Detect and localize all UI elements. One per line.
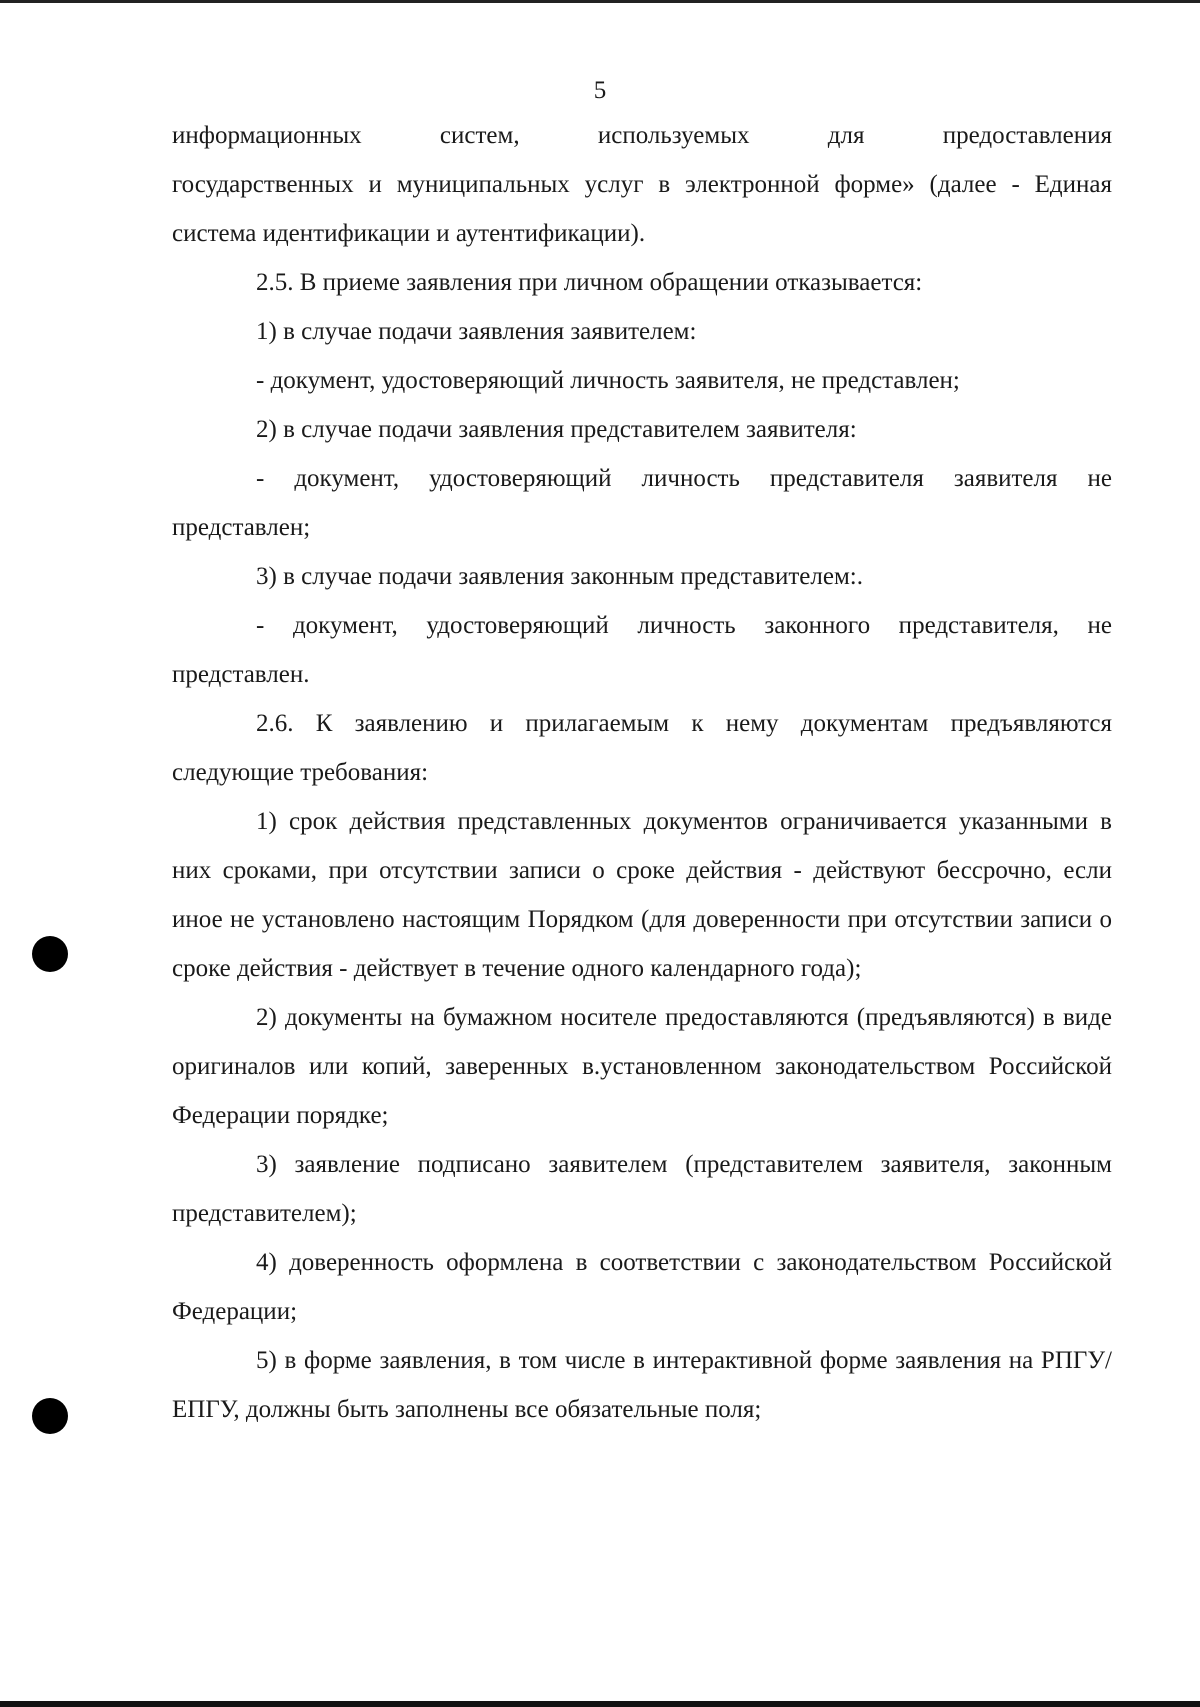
scan-border-bottom bbox=[0, 1701, 1200, 1707]
list-item-2-5-3: 3) в случае подачи заявления законным представителем:. bbox=[256, 563, 863, 590]
list-subitem-2-5-3: - документ, удостоверяющий личность законного представителя, не представлен. bbox=[172, 612, 1112, 688]
scan-border-top bbox=[0, 0, 1200, 3]
list-item-2-5-2: 2) в случае подачи заявления представителем заявителя: bbox=[256, 416, 857, 443]
paragraph-2-5: 2.5. В приеме заявления при личном обращении отказывается: bbox=[256, 269, 923, 296]
paragraph-continuation-first-line: информационных систем, используемых для предоставления bbox=[172, 122, 1112, 149]
list-subitem-2-5-2: - документ, удостоверяющий личность представителя заявителя не представлен; bbox=[172, 465, 1112, 541]
list-item-2-6-4: 4) доверенность оформлена в соответствии с законодательством Российской Федерации; bbox=[172, 1249, 1112, 1325]
paragraph-continuation-rest: государственных и муниципальных услуг в электронной форме» (далее - Единая система идентификации и аутентификации). bbox=[172, 171, 1112, 247]
page-number: 5 bbox=[593, 77, 607, 104]
paragraph-2-6: 2.6. К заявлению и прилагаемым к нему документам предъявляются следующие требования: bbox=[172, 710, 1112, 786]
punch-hole-lower bbox=[32, 1398, 68, 1434]
document-body bbox=[172, 111, 1112, 1434]
list-subitem-2-5-1: - документ, удостоверяющий личность заявителя, не представлен; bbox=[256, 367, 960, 394]
list-item-2-6-5: 5) в форме заявления, в том числе в интерактивной форме заявления на РПГУ/ЕПГУ, должны быть заполнены все обязательные поля; bbox=[172, 1347, 1112, 1423]
punch-hole-upper bbox=[32, 936, 68, 972]
list-item-2-6-3: 3) заявление подписано заявителем (представителем заявителя, законным представителем); bbox=[172, 1151, 1112, 1227]
list-item-2-5-1: 1) в случае подачи заявления заявителем: bbox=[256, 318, 697, 345]
list-item-2-6-1: 1) срок действия представленных документов ограничивается указанными в них сроками, при отсутствии записи о сроке действия - действуют бессрочно, если иное не установлено настоящим Порядком (для доверенности при отсутствии записи о сроке действия - действует в течение одного календарного года); bbox=[172, 808, 1112, 982]
list-item-2-6-2: 2) документы на бумажном носителе предоставляются (предъявляются) в виде оригиналов или копий, заверенных в.установленном законодательством Российской Федерации порядке; bbox=[172, 1004, 1112, 1129]
